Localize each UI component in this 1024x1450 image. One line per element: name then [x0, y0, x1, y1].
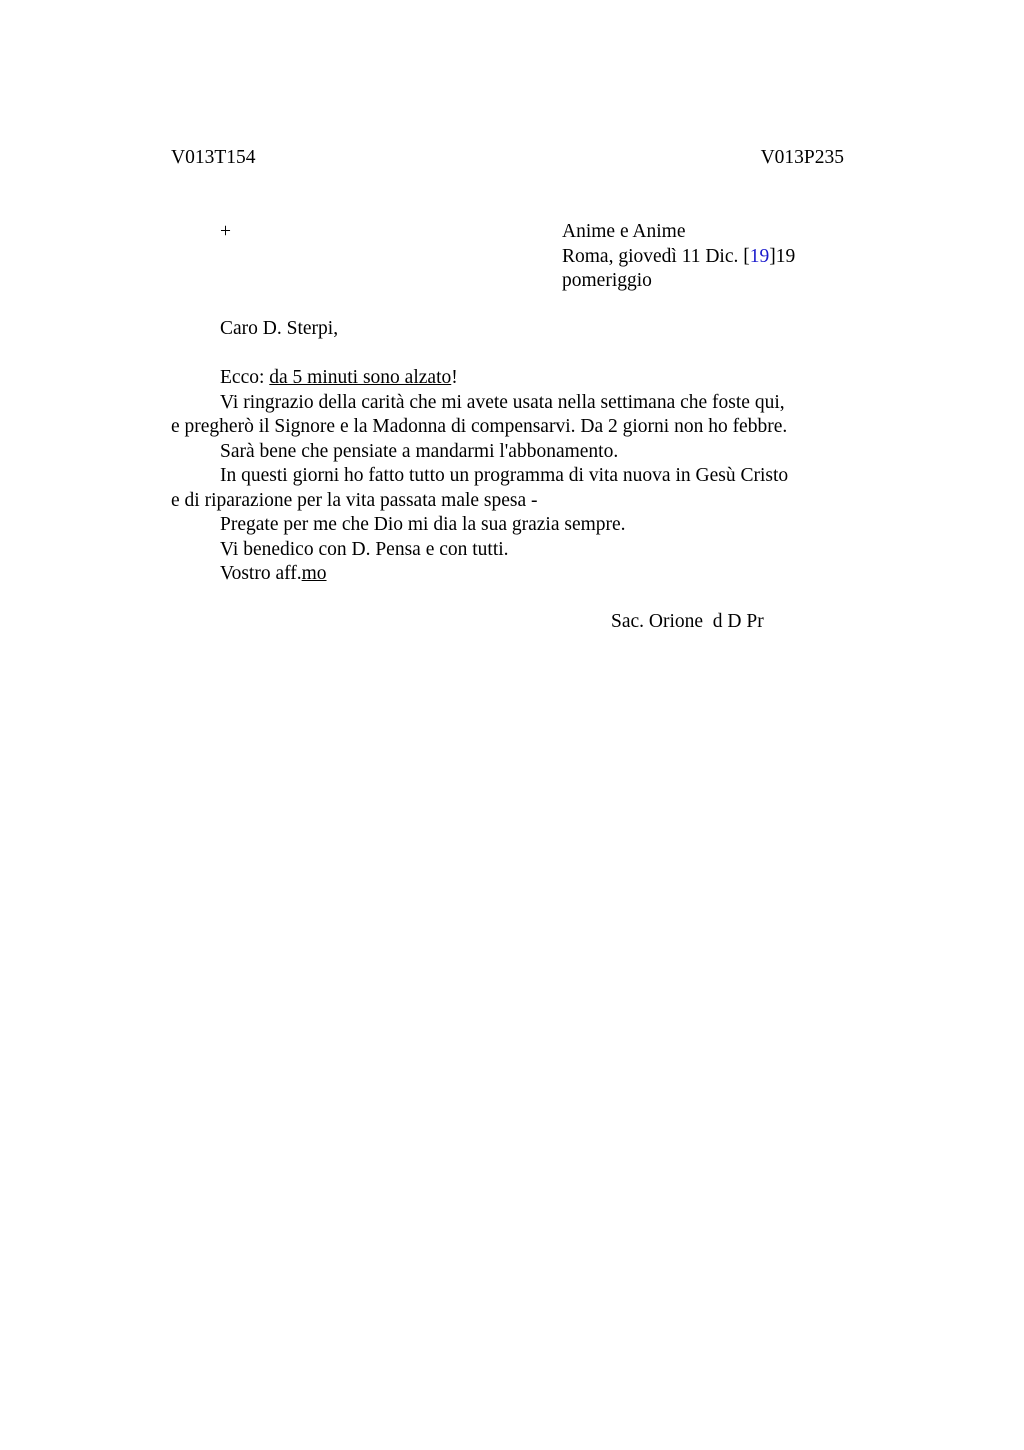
cross-mark: +	[220, 221, 231, 242]
closing-prefix: Vostro aff.	[220, 563, 302, 584]
date-suffix: ]19	[769, 245, 796, 267]
date-editorial-year: 19	[749, 245, 770, 267]
letter-heading	[562, 220, 795, 294]
document-code-right: V013P235	[760, 147, 844, 168]
closing-underlined: mo	[301, 563, 327, 584]
place-line: Anime e Anime	[562, 221, 686, 242]
ecco-prefix: Ecco:	[220, 367, 270, 388]
time-of-day: pomeriggio	[562, 270, 652, 291]
letter-body	[171, 366, 831, 587]
ecco-underlined: da 5 minuti sono alzato	[269, 367, 452, 388]
date-prefix: Roma, giovedì 11 Dic. [	[562, 245, 750, 267]
paragraph-5: Vi benedico con D. Pensa e con tutti.	[220, 538, 509, 560]
salutation: Caro D. Sterpi,	[220, 318, 339, 339]
paragraph-2: Sarà bene che pensiate a mandarmi l'abbonamento.	[220, 440, 619, 462]
paragraph-1-line-1: Vi ringrazio della carità che mi avete usata nella settimana che foste qui,	[220, 391, 785, 413]
paragraph-1-line-2: e pregherò il Signore e la Madonna di compensarvi. Da 2 giorni non ho febbre.	[171, 416, 788, 437]
document-code-left: V013T154	[171, 147, 256, 168]
date-line	[562, 245, 795, 270]
signature: Sac. Orione d D Pr	[611, 611, 764, 632]
paragraph-3-line-2: e di riparazione per la vita passata male spesa -	[171, 489, 538, 511]
paragraph-4: Pregate per me che Dio mi dia la sua grazia sempre.	[220, 514, 626, 535]
ecco-suffix: !	[451, 367, 458, 388]
ecco-line	[171, 366, 831, 391]
closing-line	[171, 562, 831, 587]
paragraph-3-line-1: In questi giorni ho fatto tutto un programma di vita nuova in Gesù Cristo	[220, 465, 789, 486]
